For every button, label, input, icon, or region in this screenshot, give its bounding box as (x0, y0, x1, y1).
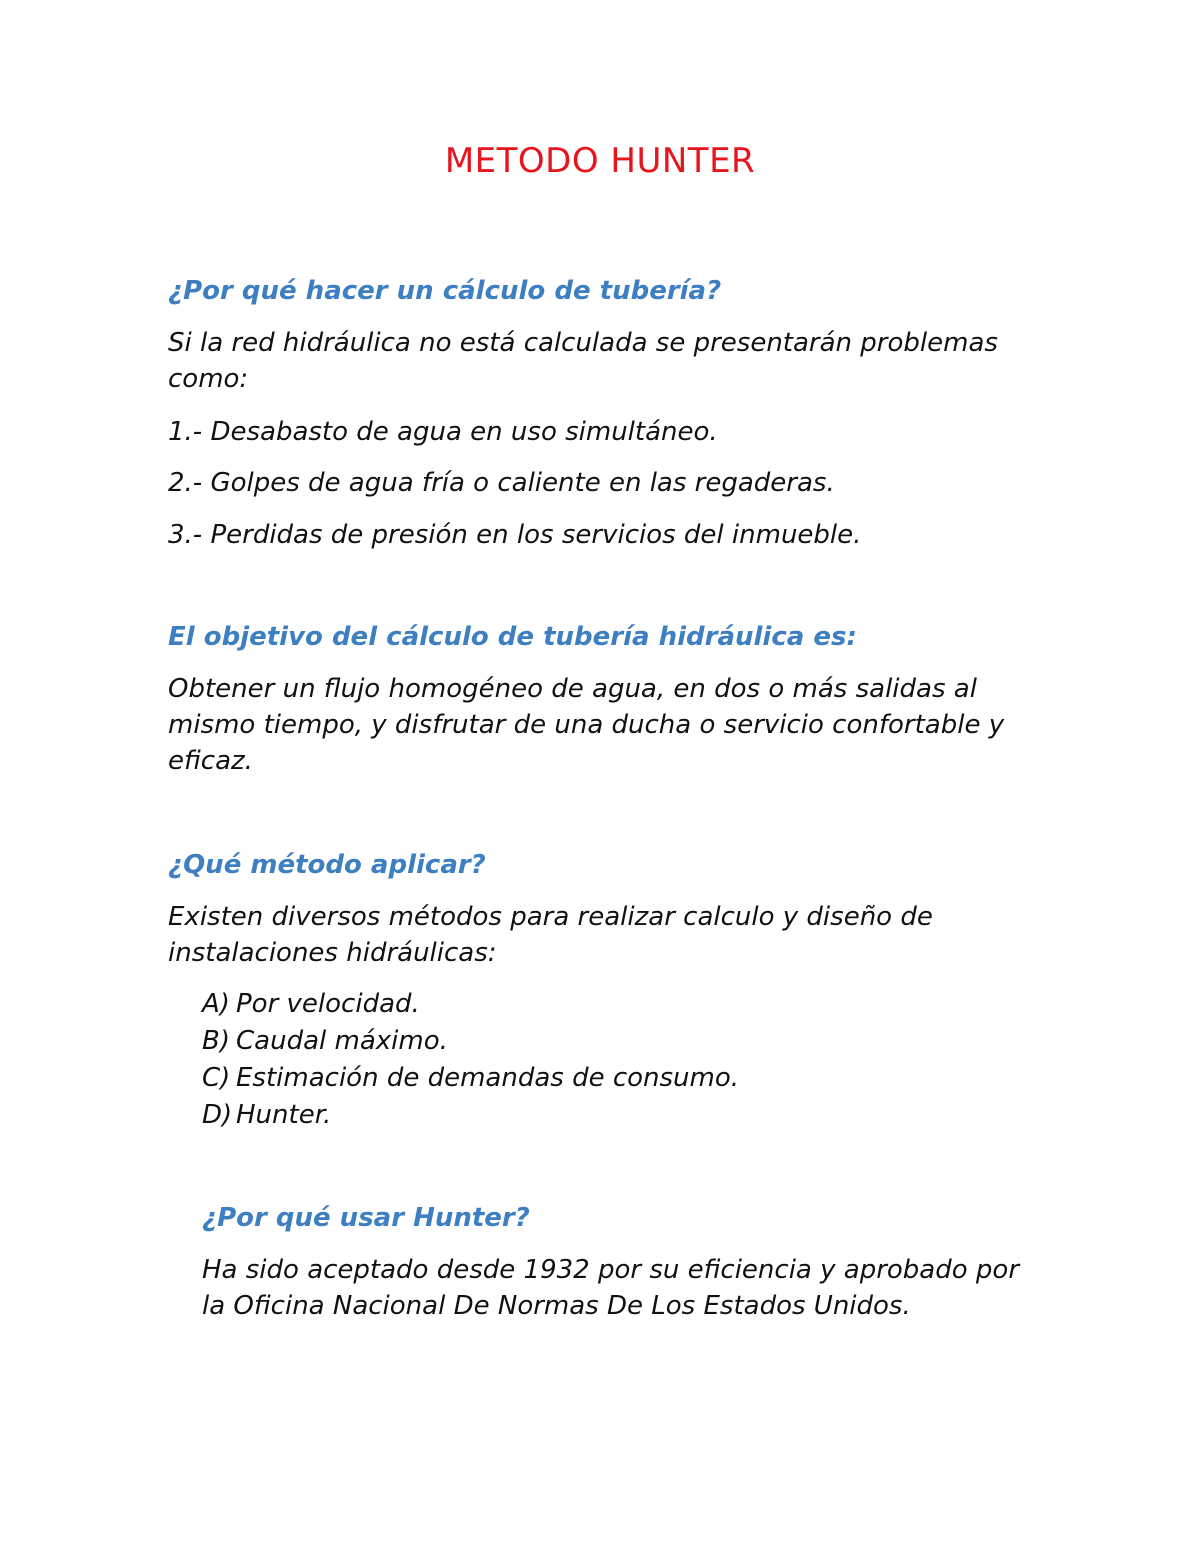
section-intro-methods: Existen diversos métodos para realizar calculo y diseño de instalaciones hidráulicas: (168, 902, 933, 968)
section-heading-why-hunter: ¿Por qué usar Hunter? (202, 1203, 530, 1233)
list-item-text: Estimación de demandas de consumo. (236, 1063, 740, 1093)
list-item (202, 1023, 739, 1060)
list-item (202, 986, 739, 1023)
list-item-text: Por velocidad. (236, 989, 420, 1019)
list-marker: A) (202, 989, 230, 1019)
list-marker: B) (202, 1026, 230, 1056)
problems-list-3 (168, 517, 861, 554)
methods-list (202, 986, 739, 1134)
list-item-text: Caudal máximo. (236, 1026, 448, 1056)
section-intro-problems: Si la red hidráulica no está calculada se presentarán problemas como: (168, 328, 998, 394)
list-marker: C) (202, 1063, 231, 1093)
list-marker: D) (202, 1100, 233, 1130)
section-body-objective: Obtener un flujo homogéneo de agua, en dos o más salidas al mismo tiempo, y disfrutar de una ducha o servicio confortable y eficaz. (168, 674, 1005, 776)
section-heading-which-method: ¿Qué método aplicar? (168, 850, 486, 880)
problems-list-2 (168, 465, 835, 502)
section-body-why-hunter: Ha sido aceptado desde 1932 por su eficiencia y aprobado por la Oficina Nacional De Normas De Los Estados Unidos. (202, 1255, 1020, 1321)
list-item (202, 1097, 739, 1134)
document-title: METODO HUNTER (444, 141, 756, 181)
problems-list (168, 414, 718, 451)
list-item: 3.- Perdidas de presión en los servicios del inmueble. (168, 520, 862, 550)
list-item (202, 1060, 739, 1097)
section-heading-why-calculate: ¿Por qué hacer un cálculo de tubería? (168, 276, 722, 306)
list-item-text: Hunter. (236, 1100, 332, 1130)
section-heading-objective: El objetivo del cálculo de tubería hidráulica es: (168, 622, 857, 652)
list-item: 1.- Desabasto de agua en uso simultáneo. (168, 417, 718, 447)
list-item: 2.- Golpes de agua fría o caliente en las regaderas. (168, 468, 835, 498)
